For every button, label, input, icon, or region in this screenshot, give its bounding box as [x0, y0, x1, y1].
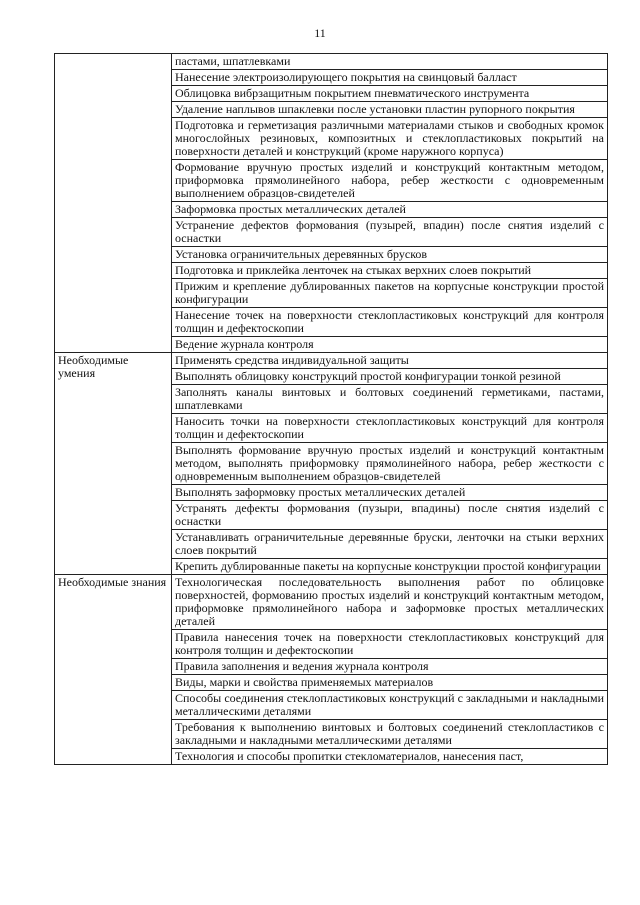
table-cell-item: Технология и способы пропитки стекломатериалов, нанесения паст, — [172, 749, 608, 765]
page-number: 11 — [314, 26, 326, 40]
table-cell-item: Выполнять облицовку конструкций простой конфигурации тонкой резиной — [172, 369, 608, 385]
table-body — [55, 54, 608, 765]
table-cell-item: Крепить дублированные пакеты на корпусные конструкции простой конфигурации — [172, 559, 608, 575]
table-cell-item: Наносить точки на поверхности стеклопластиковых конструкций для контроля толщин и дефектоскопии — [172, 414, 608, 443]
table-cell-item: Устранять дефекты формования (пузыри, впадины) после снятия изделий с оснастки — [172, 501, 608, 530]
table-cell-item: Удаление наплывов шпаклевки после установки пластин рупорного покрытия — [172, 102, 608, 118]
table-cell-item: Нанесение электроизолирующего покрытия на свинцовый балласт — [172, 70, 608, 86]
table-cell-item: Виды, марки и свойства применяемых материалов — [172, 675, 608, 691]
table-cell-item: Правила нанесения точек на поверхности стеклопластиковых конструкций для контроля толщин и дефектоскопии — [172, 630, 608, 659]
table-cell-item: Нанесение точек на поверхности стеклопластиковых конструкций для контроля толщин и дефектоскопии — [172, 308, 608, 337]
table-cell-item: Подготовка и приклейка ленточек на стыках верхних слоев покрытий — [172, 263, 608, 279]
table-cell-item: Формование вручную простых изделий и конструкций контактным методом, приформовка прямолинейного набора, ребер жесткости с одновременным выполнением образцов-свидетелей — [172, 160, 608, 202]
table-cell-item: Правила заполнения и ведения журнала контроля — [172, 659, 608, 675]
table-cell-item: Требования к выполнению винтовых и болтовых соединений стеклопластиков с закладными и накладными металлическими деталями — [172, 720, 608, 749]
table-cell-item: Ведение журнала контроля — [172, 337, 608, 353]
table-row — [55, 353, 608, 369]
table-cell-item: Установка ограничительных деревянных брусков — [172, 247, 608, 263]
section-label — [55, 54, 172, 353]
table-cell-item: Облицовка вибрзащитным покрытием пневматического инструмента — [172, 86, 608, 102]
table-row — [55, 54, 608, 70]
table-cell-item: Применять средства индивидуальной защиты — [172, 353, 608, 369]
section-label: Необходимые умения — [55, 353, 172, 575]
table-cell-item: Выполнять заформовку простых металлических деталей — [172, 485, 608, 501]
section-label: Необходимые знания — [55, 575, 172, 765]
table-cell-item: Заформовка простых металлических деталей — [172, 202, 608, 218]
table-cell-item: Выполнять формование вручную простых изделий и конструкций контактным методом, выполнять приформовку прямолинейного набора, ребер жесткости с одновременным выполнением образцов-свидетелей — [172, 443, 608, 485]
table-cell-item: Заполнять каналы винтовых и болтовых соединений герметиками, пастами, шпатлевками — [172, 385, 608, 414]
table-cell-item: Способы соединения стеклопластиковых конструкций с закладными и накладными металлическими деталями — [172, 691, 608, 720]
requirements-table — [54, 53, 608, 765]
table-cell-item: Устранение дефектов формования (пузырей, впадин) после снятия изделий с оснастки — [172, 218, 608, 247]
table-row — [55, 575, 608, 630]
table-cell-item: Подготовка и герметизация различными материалами стыков и свободных кромок многослойных резиновых, композитных и стеклопластиковых покрытий на поверхности деталей и конструкций (кроме наружного корпуса) — [172, 118, 608, 160]
table-cell-item: Технологическая последовательность выполнения работ по облицовке поверхностей, формованию простых изделий и конструкций контактным методом, приформовке прямолинейного набора и заформовке простых металлических деталей — [172, 575, 608, 630]
table-cell-item: Прижим и крепление дублированных пакетов на корпусные конструкции простой конфигурации — [172, 279, 608, 308]
table-cell-item: пастами, шпатлевками — [172, 54, 608, 70]
table-cell-item: Устанавливать ограничительные деревянные бруски, ленточки на стыки верхних слоев покрытий — [172, 530, 608, 559]
